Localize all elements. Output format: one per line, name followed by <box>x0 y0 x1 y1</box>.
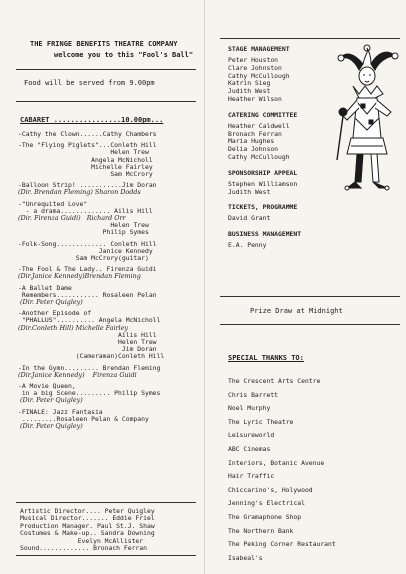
welcome-line: welcome you to this "Fool's Ball" <box>54 51 194 59</box>
act-line: -Cathy the Clown......Cathy Chambers <box>18 130 157 138</box>
act-director: (Dir. Peter Quigley) <box>18 298 83 306</box>
act-line: Michelle Fairley <box>18 162 153 171</box>
act-line: - a drama............. Ailis Hill <box>18 206 153 215</box>
stage-management-name: Clare Johnston <box>228 63 282 72</box>
catering-name: Maria Hughes <box>228 137 275 146</box>
thanks-name: ABC Cinemas <box>228 445 271 453</box>
thanks-name: Interiors, Botanic Avenue <box>228 458 325 467</box>
credit-line: Costumes & Make-up.. Sandra Downing <box>20 529 155 538</box>
thanks-name: Noel Murphy <box>228 404 271 413</box>
act-line: -Another Episode of <box>18 309 92 318</box>
column-divider <box>204 0 205 574</box>
act-cast-line: Philip Symes <box>18 228 149 237</box>
credit-line: Artistic Director.... Peter Quigley <box>20 507 155 515</box>
credits-rule <box>16 502 196 503</box>
company-title: THE FRINGE BENEFITS THEATRE COMPANY <box>30 40 178 48</box>
tickets-name: David Grant <box>228 214 271 223</box>
act-line: Remembers........... Rosaleen Pelan <box>18 290 157 299</box>
business-heading: BUSINESS MANAGEMENT <box>228 230 302 239</box>
jester-icon <box>335 42 401 200</box>
prize-rule-top <box>220 296 400 297</box>
act-line: -A Ballet Dame <box>18 283 72 292</box>
bottom-rule <box>16 555 196 556</box>
act-line: Sam McCrory(guitar) <box>18 254 149 262</box>
thanks-name: The Peking Corner Restaurant <box>228 540 336 549</box>
stage-management-name: Cathy McCullough <box>228 71 290 80</box>
act-line: .........Rosaleen Pelan & Company <box>18 414 149 423</box>
act-cast-line: Helen Trew <box>18 338 157 346</box>
food-line: Food will be served from 9.00pm <box>24 79 155 87</box>
act-line: Angela McNicholl <box>18 155 153 164</box>
catering-name: Heather Caldwell <box>228 121 290 130</box>
right-top-rule <box>220 38 400 39</box>
thanks-name: The Lyric Theatre <box>228 417 294 426</box>
credit-line: Sound............. Bronach Ferran <box>20 544 147 552</box>
act-director: (Dir.Janice Kennedy) Firenza Guidi <box>18 370 137 379</box>
act-line: Janice Kennedy <box>18 246 153 255</box>
stage-management-heading: STAGE MANAGEMENT <box>228 45 290 53</box>
header-rule <box>16 69 196 70</box>
catering-name: Cathy McCullough <box>228 153 290 161</box>
prize-draw: Prize Draw at Midnight <box>250 307 343 315</box>
thanks-name: Chiccarino's, Holywood <box>228 485 313 494</box>
credit-line: Musical Director....... Eddie Friel <box>20 514 155 523</box>
act-cast-line: Jim Doran <box>18 345 157 354</box>
stage-management-name: Heather Wilson <box>228 95 282 103</box>
catering-name: Delia Johnson <box>228 145 279 154</box>
act-director: (Dir.Conleth Hill) Michelle Fairley <box>18 323 128 332</box>
sponsorship-name: Stephen Williamson <box>228 179 298 188</box>
thanks-name: Jenning's Electrical <box>228 499 305 508</box>
act-director: (Dir.Janice Kennedy)Brendan Fleming <box>18 272 141 281</box>
stage-management-name: Katrin Sieg <box>228 79 271 88</box>
act-line: "PHALLUS".......... Angela McNicholl <box>18 316 161 325</box>
catering-heading: CATERING COMMITTEE <box>228 110 298 119</box>
act-line: -In the Gymn......... Brendan Fleming <box>18 363 161 372</box>
catering-name: Bronach Ferran <box>228 129 282 138</box>
act-line: -FINALE: Jazz Fantasia <box>18 407 103 416</box>
act-line: -Balloon Strip! ...........Jim Doran <box>18 181 157 190</box>
act-line: -Folk-Song............. Conleth Hill <box>18 239 157 248</box>
act-line: Helen Trew <box>18 148 149 157</box>
act-director: (Dir. Brendan Fleming) Sharon Dodds <box>18 188 141 197</box>
credit-line: Production Manager. Paul St.J. Shaw <box>20 521 155 530</box>
tickets-heading: TICKETS, PROGRAMME <box>228 203 298 212</box>
act-cast-line: Ailis Hill <box>18 330 157 339</box>
act-cast-line: (Cameraman)Conleth Hill <box>18 352 165 361</box>
sponsorship-heading: SPONSORSHIP APPEAL <box>228 168 298 177</box>
act-director: (Dir. Firenza Guidi) Richard Orr <box>18 214 126 222</box>
thanks-name: Hair Traffic <box>228 472 275 481</box>
credit-line: Evelyn McAllister <box>20 536 144 545</box>
sponsorship-name: Judith West <box>228 187 271 196</box>
act-line: -"Unrequited Love" <box>18 199 88 208</box>
prize-rule-bottom <box>220 324 400 325</box>
act-line: in a big Scene......... Philip Symes <box>18 389 161 398</box>
act-cast-line: Helen Trew <box>18 221 149 230</box>
act-line: -A Movie Queen, <box>18 382 76 390</box>
thanks-heading: SPECIAL THANKS TO: <box>228 354 304 362</box>
act-line: -The "Flying Piglets"...Conleth Hill <box>18 141 157 150</box>
thanks-name: The Northern Bank <box>228 526 294 535</box>
thanks-name: Isabeal's <box>228 553 263 562</box>
thanks-name: The Gramaphone Shop <box>228 513 302 521</box>
business-name: E.A. Penny <box>228 241 267 250</box>
act-line: -The Fool & The Lady.. Firenza Guidi <box>18 265 157 274</box>
thanks-name: Chris Barrett <box>228 390 279 399</box>
act-director: (Dir. Peter Quigley) <box>18 396 83 405</box>
thanks-name: Leisureworld <box>228 431 275 440</box>
act-director: (Dir. Peter Quigley) <box>18 422 83 430</box>
thanks-name: The Crescent Arts Centre <box>228 377 321 385</box>
cabaret-heading: CABARET ................10.00pm... <box>20 116 164 124</box>
food-rule <box>16 101 196 102</box>
stage-management-name: Judith West <box>228 87 271 96</box>
stage-management-name: Peter Houston <box>228 56 279 64</box>
act-line: Sam McCrory <box>18 170 153 178</box>
